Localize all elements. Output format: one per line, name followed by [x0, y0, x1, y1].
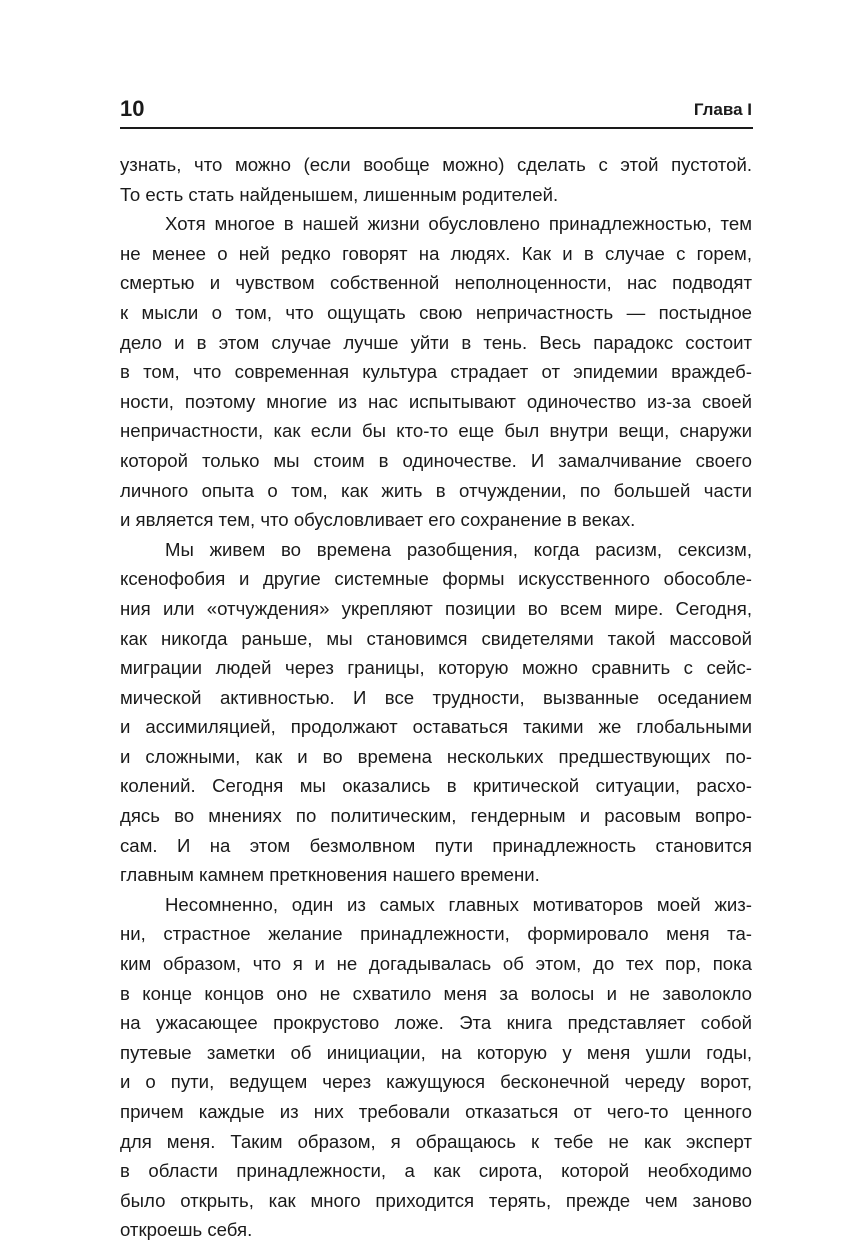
text-line: ния или «отчуждения» укрепляют позиции во всем мире. Сегодня, — [120, 597, 752, 619]
text-line: ни, страстное желание принадлежности, формировало меня та- — [120, 923, 752, 945]
text-line: узнать, что можно (если вообще можно) сделать с этой пустотой. — [120, 154, 752, 175]
page-body — [120, 150, 752, 1245]
paragraph — [120, 150, 752, 209]
text-line: на ужасающее прокрустово ложе. Эта книга представляет собой — [120, 1012, 752, 1034]
text-line: непричастности, как если бы кто-то еще был внутри вещи, снаружи — [120, 420, 752, 442]
chapter-title: Глава I — [693, 100, 752, 119]
text-line: Несомненно, один из самых главных мотиваторов моей жиз- — [165, 893, 752, 915]
text-line: не менее о ней редко говорят на людях. Как и в случае с горем, — [120, 242, 752, 264]
text-line: дело и в этом случае лучше уйти в тень. Весь парадокс состоит — [120, 331, 752, 353]
text-line: главным камнем преткновения нашего времени. — [120, 864, 540, 886]
text-line: колений. Сегодня мы оказались в критической ситуации, расхо- — [120, 775, 752, 797]
text-line: и является тем, что обусловливает его сохранение в веках. — [120, 509, 636, 531]
text-line: и сложными, как и во времена нескольких предшествующих по- — [120, 745, 752, 767]
text-line: для меня. Таким образом, я обращаюсь к тебе не как эксперт — [120, 1130, 752, 1152]
text-line: путевые заметки об инициации, на которую у меня ушли годы, — [120, 1041, 752, 1063]
text-line: откроешь себя. — [120, 1219, 253, 1241]
page-number: 10 — [120, 96, 145, 121]
text-line: личного опыта о том, как жить в отчуждении, по большей части — [120, 479, 752, 501]
text-line: Мы живем во времена разобщения, когда расизм, сексизм, — [165, 538, 752, 560]
text-line: и о пути, ведущем через кажущуюся бесконечной череду ворот, — [120, 1071, 752, 1093]
running-header — [120, 96, 752, 126]
text-line: ким образом, что я и не догадывалась об этом, до тех пор, пока — [120, 953, 752, 975]
text-line: в области принадлежности, а как сирота, которой необходимо — [120, 1160, 752, 1182]
text-line: То есть стать найденышем, лишенным родителей. — [120, 183, 559, 205]
text-line: ности, поэтому многие из нас испытывают одиночество из-за своей — [120, 390, 752, 412]
paragraph — [120, 890, 752, 1245]
text-line: дясь во мнениях по политическим, гендерным и расовым вопро- — [120, 805, 752, 827]
header-rule — [120, 127, 753, 129]
text-line: причем каждые из них требовали отказаться от чего-то ценного — [120, 1101, 752, 1122]
paragraph — [120, 209, 752, 535]
text-line: к мысли о том, что ощущать свою непричастность — постыдное — [120, 301, 752, 323]
text-line: в конце концов оно не схватило меня за волосы и не заволокло — [120, 982, 752, 1004]
text-line: было открыть, как много приходится терять, прежде чем заново — [120, 1189, 752, 1211]
text-line: Хотя многое в нашей жизни обусловлено принадлежностью, тем — [165, 213, 752, 235]
text-line: смертью и чувством собственной неполноценности, нас подводят — [120, 272, 752, 294]
text-line: миграции людей через границы, которую можно сравнить с сейс- — [120, 657, 752, 679]
text-line: сам. И на этом безмолвном пути принадлежность становится — [120, 834, 752, 856]
text-line: и ассимиляцией, продолжают оставаться такими же глобальными — [120, 716, 752, 738]
paragraph — [120, 535, 752, 890]
text-line: как никогда раньше, мы становимся свидетелями такой массовой — [120, 627, 752, 649]
text-line: мической активностью. И все трудности, вызванные оседанием — [120, 686, 752, 708]
text-line: в том, что современная культура страдает от эпидемии враждеб- — [120, 361, 752, 383]
text-line: которой только мы стоим в одиночестве. И замалчивание своего — [120, 449, 752, 471]
text-line: ксенофобия и другие системные формы искусственного обособле- — [120, 568, 752, 590]
